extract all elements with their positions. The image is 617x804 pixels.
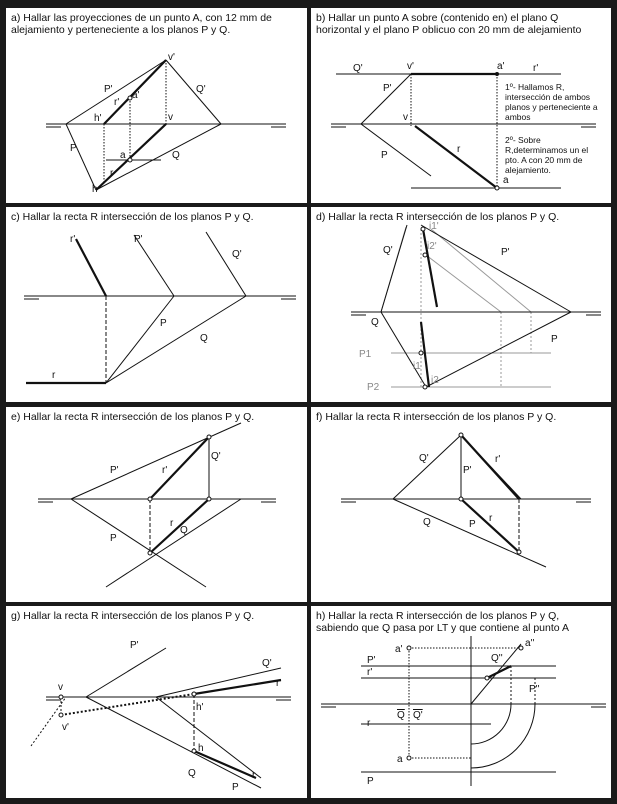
label-r-prime: r' xyxy=(114,97,120,108)
label-a-prime: a' xyxy=(132,90,140,101)
label-i1: i1 xyxy=(413,361,421,372)
label-r: r xyxy=(170,518,174,529)
label-a: a xyxy=(120,150,126,161)
label-P: P xyxy=(160,318,167,329)
label-Q: Q xyxy=(180,525,188,536)
label-h: h xyxy=(92,184,98,195)
label-a-dprime: a'' xyxy=(525,638,535,649)
label-r: r xyxy=(457,144,461,155)
label-P-prime: P' xyxy=(110,465,119,476)
label-P: P xyxy=(381,150,388,161)
label-Q-dprime: Q'' xyxy=(491,653,503,664)
label-r: r xyxy=(489,513,493,524)
panel-a-drawing xyxy=(6,8,307,203)
panel-h-drawing xyxy=(311,606,611,798)
note-line-4: ambos xyxy=(505,112,531,122)
label-Q-prime: Q' xyxy=(419,453,429,464)
label-v: v xyxy=(58,682,63,693)
label-h-prime: h' xyxy=(94,113,102,124)
panel-c-drawing xyxy=(6,207,307,402)
label-P2: P2 xyxy=(367,382,380,393)
label-h: h xyxy=(198,743,204,754)
panel-g-title: g) Hallar la recta R intersección de los planos P y Q. xyxy=(11,610,255,622)
label-P: P xyxy=(232,782,239,793)
note-line-6: R,determinamos un el xyxy=(505,145,589,155)
label-Q: Q xyxy=(188,768,196,779)
panel-a-title: a) Hallar las proyecciones de un punto A, con 12 mm de alejamiento y perteneciente a los planos P y Q. xyxy=(11,12,272,36)
label-Q-prime: Q' xyxy=(353,63,363,74)
panel-c-title: c) Hallar la recta R intersección de los planos P y Q. xyxy=(11,211,254,223)
panel-d xyxy=(311,207,611,402)
label-P-prime: P' xyxy=(130,640,139,651)
label-P: P xyxy=(70,143,77,154)
label-Q: Q xyxy=(371,317,379,328)
label-a: a xyxy=(503,175,509,186)
label-P: P xyxy=(367,776,374,787)
panel-g xyxy=(6,606,307,798)
label-P: P xyxy=(551,334,558,345)
panel-a xyxy=(6,8,307,203)
label-Q: Q xyxy=(200,333,208,344)
note-line-1: 1º- Hallamos R, xyxy=(505,82,565,92)
note-line-5: 2º- Sobre xyxy=(505,135,541,145)
panel-e-drawing xyxy=(6,407,307,602)
label-r-prime: r' xyxy=(70,234,76,245)
label-Q-prime: Q' xyxy=(211,451,221,462)
note-line-2: intersección de ambos xyxy=(505,92,591,102)
note-line-7: pto. A con 20 mm de xyxy=(505,155,583,165)
label-P1: P1 xyxy=(359,349,372,360)
label-Q-prime: Q' xyxy=(262,658,272,669)
label-Q: Q xyxy=(172,150,180,161)
panel-b-drawing xyxy=(311,8,611,203)
note-line-8: alejamiento. xyxy=(505,165,551,175)
label-P: P xyxy=(469,519,476,530)
label-P-prime: P' xyxy=(501,247,510,258)
panel-d-drawing xyxy=(311,207,611,402)
panel-c xyxy=(6,207,307,402)
label-Q-bar: Q xyxy=(397,710,405,721)
label-i2: i2 xyxy=(431,375,439,386)
label-Q-prime: Q' xyxy=(196,84,206,95)
label-P-dprime: P'' xyxy=(529,684,540,695)
panel-f-drawing xyxy=(311,407,611,602)
label-P: P xyxy=(110,533,117,544)
label-h-prime: h' xyxy=(196,702,204,713)
label-v: v xyxy=(403,112,408,123)
label-r: r xyxy=(52,370,56,381)
panel-f xyxy=(311,407,611,602)
label-v: v xyxy=(168,112,173,123)
panel-b-title: b) Hallar un punto A sobre (contenido en) el plano Q horizontal y el plano P oblicuo con 20 mm de alejamiento xyxy=(316,12,582,36)
label-Q-prime: Q' xyxy=(232,249,242,260)
label-P-prime: P' xyxy=(134,234,143,245)
panel-f-title: f) Hallar la recta R intersección de los planos P y Q. xyxy=(316,411,557,423)
label-P-prime: P' xyxy=(367,655,376,666)
label-v-prime: v' xyxy=(168,52,175,63)
label-v-prime: v' xyxy=(407,61,414,72)
panel-e-title: e) Hallar la recta R intersección de los planos P y Q. xyxy=(11,411,255,423)
label-r: r xyxy=(367,718,371,729)
panel-e xyxy=(6,407,307,602)
label-r-prime: r' xyxy=(367,667,373,678)
note-line-3: planos y perteneciente a xyxy=(505,102,598,112)
label-P-prime: P' xyxy=(383,83,392,94)
label-v-prime: v' xyxy=(62,722,69,733)
panel-h-title: h) Hallar la recta R intersección de los planos P y Q, sabiendo que Q pasa por LT y que contiene al punto A xyxy=(316,610,569,634)
panel-d-title: d) Hallar la recta R intersección de los planos P y Q. xyxy=(316,211,560,223)
label-Q: Q xyxy=(423,517,431,528)
panel-h xyxy=(311,606,611,798)
label-Q-bar-prime: Q' xyxy=(413,710,423,721)
label-a-prime: a' xyxy=(395,644,403,655)
label-r-prime: r' xyxy=(495,454,501,465)
label-a: a xyxy=(397,754,403,765)
label-r-prime: r' xyxy=(276,678,282,689)
panel-b xyxy=(311,8,611,203)
label-a-prime: a' xyxy=(497,61,505,72)
label-r: r xyxy=(252,770,256,781)
panel-g-drawing xyxy=(6,606,307,798)
label-i1-prime: i1' xyxy=(429,221,439,232)
label-r: r xyxy=(110,168,114,179)
label-P-prime: P' xyxy=(104,84,113,95)
label-r-prime: r' xyxy=(162,465,168,476)
label-i2-prime: i2' xyxy=(427,241,437,252)
label-r-prime: r' xyxy=(533,63,539,74)
label-P-prime: P' xyxy=(463,465,472,476)
label-Q-prime: Q' xyxy=(383,245,393,256)
